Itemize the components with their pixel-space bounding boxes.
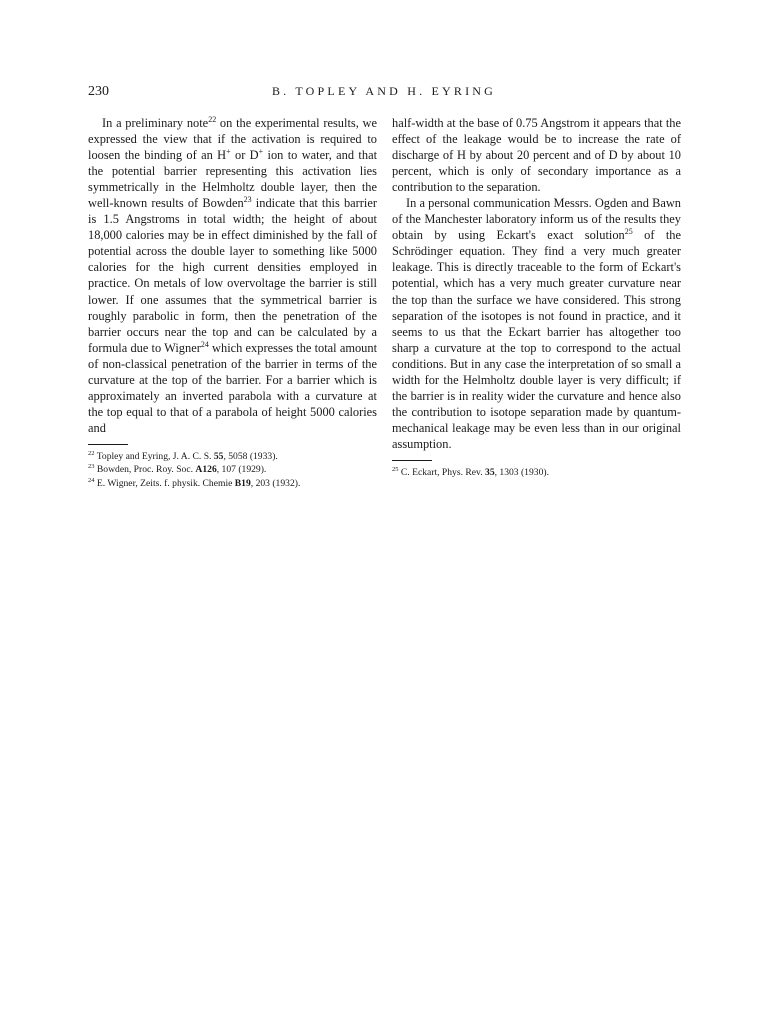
footnote-text: , 107 (1929). (216, 464, 267, 476)
text-run: indicate that this barrier is 1.5 Angstroms in total width; the height of about 18,000 calories may be in effect diminished by the fall of potential across the double layer to something like 5000 calories for the high current densities employed in practice. On metals of low overvoltage the barrier is still lower. If one assumes that the symmetrical barrier is roughly parabolic in form, then the penetration of the barrier occurs near the top and can be calculated by a formula due to Wigner (88, 196, 377, 355)
footnote-volume: A126 (195, 464, 217, 476)
footnote-text: C. Eckart, Phys. Rev. (398, 466, 486, 478)
footnote-volume: 35 (485, 466, 495, 478)
footnote-text: Bowden, Proc. Roy. Soc. (94, 464, 196, 476)
footnote-number: 22 (88, 449, 95, 457)
footnote-ref: 24 (200, 339, 209, 349)
body-paragraph (392, 195, 681, 452)
superscript-plus: + (226, 146, 231, 156)
footnote-number: 25 (392, 465, 399, 473)
text-run: In a preliminary note (102, 116, 209, 130)
footnote-rule (88, 444, 128, 445)
text-run: In a personal communication Messrs. Ogden and Bawn of the Manchester laboratory inform us of the results they obtain by using Eckart's exact solution (392, 196, 681, 243)
page-number: 230 (88, 84, 109, 99)
right-column (392, 115, 681, 479)
footnote (88, 477, 377, 490)
footnote-ref: 25 (624, 227, 633, 237)
text-run: or D (230, 148, 259, 163)
footnote (88, 463, 377, 476)
footnote-text: , 1303 (1930). (494, 466, 549, 478)
text-run: of the Schrödinger equation. They find a very much greater leakage. This is directly traceable to the form of Eckart's potential, which has a very much greater curvature near the top than the surface we have considered. This strong separation of the isotopes is not found in practice, and it seems to us that the Eckart barrier has altogether too sharp a curvature at the top to correspond to the actual conditions. But in any case the interpretation of so small a width for the Helmholtz double layer is very difficult; if the barrier is in reality wider the curvature and hence also the contribution to isotope separation made by quantum-mechanical leakage may be even less than in our original assumption. (392, 228, 681, 451)
text-run: ion to water, and that the potential barrier representing this activation lies symmetrically in the Helmholtz double layer, then the well-known results of Bowden (88, 148, 378, 211)
footnote (88, 450, 377, 463)
footnote-volume: 55 (213, 450, 224, 462)
footnote-ref: 22 (208, 114, 217, 124)
footnote-rule (392, 460, 432, 461)
footnote-ref: 23 (243, 195, 252, 205)
footnote-text: , 5058 (1933). (223, 450, 278, 462)
body-paragraph (88, 115, 377, 436)
running-head: B. TOPLEY AND H. EYRING (271, 84, 497, 98)
superscript-plus: + (258, 146, 264, 156)
footnote (392, 466, 681, 479)
footnote-text: E. Wigner, Zeits. f. physik. Chemie (94, 477, 235, 489)
text-run: on the experimental results, we expressed the view that if the activation is required to loosen the binding of an H (88, 116, 377, 163)
footnote-text: , 203 (1932). (250, 477, 301, 489)
footnote-text: Topley and Eyring, J. A. C. S. (94, 450, 214, 462)
text-run: which expresses the total amount of non-classical penetration of the barrier in terms of the curvature at the top of the barrier. For a barrier which is approximately an inverted parabola with a curvature at the top equal to that of a parabola of height 5000 calories and (88, 340, 378, 435)
footnote-number: 24 (88, 476, 95, 484)
footnote-number: 23 (88, 463, 95, 471)
left-column (88, 115, 377, 490)
body-paragraph: half-width at the base of 0.75 Angstrom it appears that the effect of the leakage would be to increase the rate of discharge of H by about 20 percent and of D by about 10 percent, which is only of secondary importance as a contribution to the separation. (392, 116, 681, 195)
page-header (88, 84, 680, 104)
footnote-volume: B19 (234, 477, 251, 489)
